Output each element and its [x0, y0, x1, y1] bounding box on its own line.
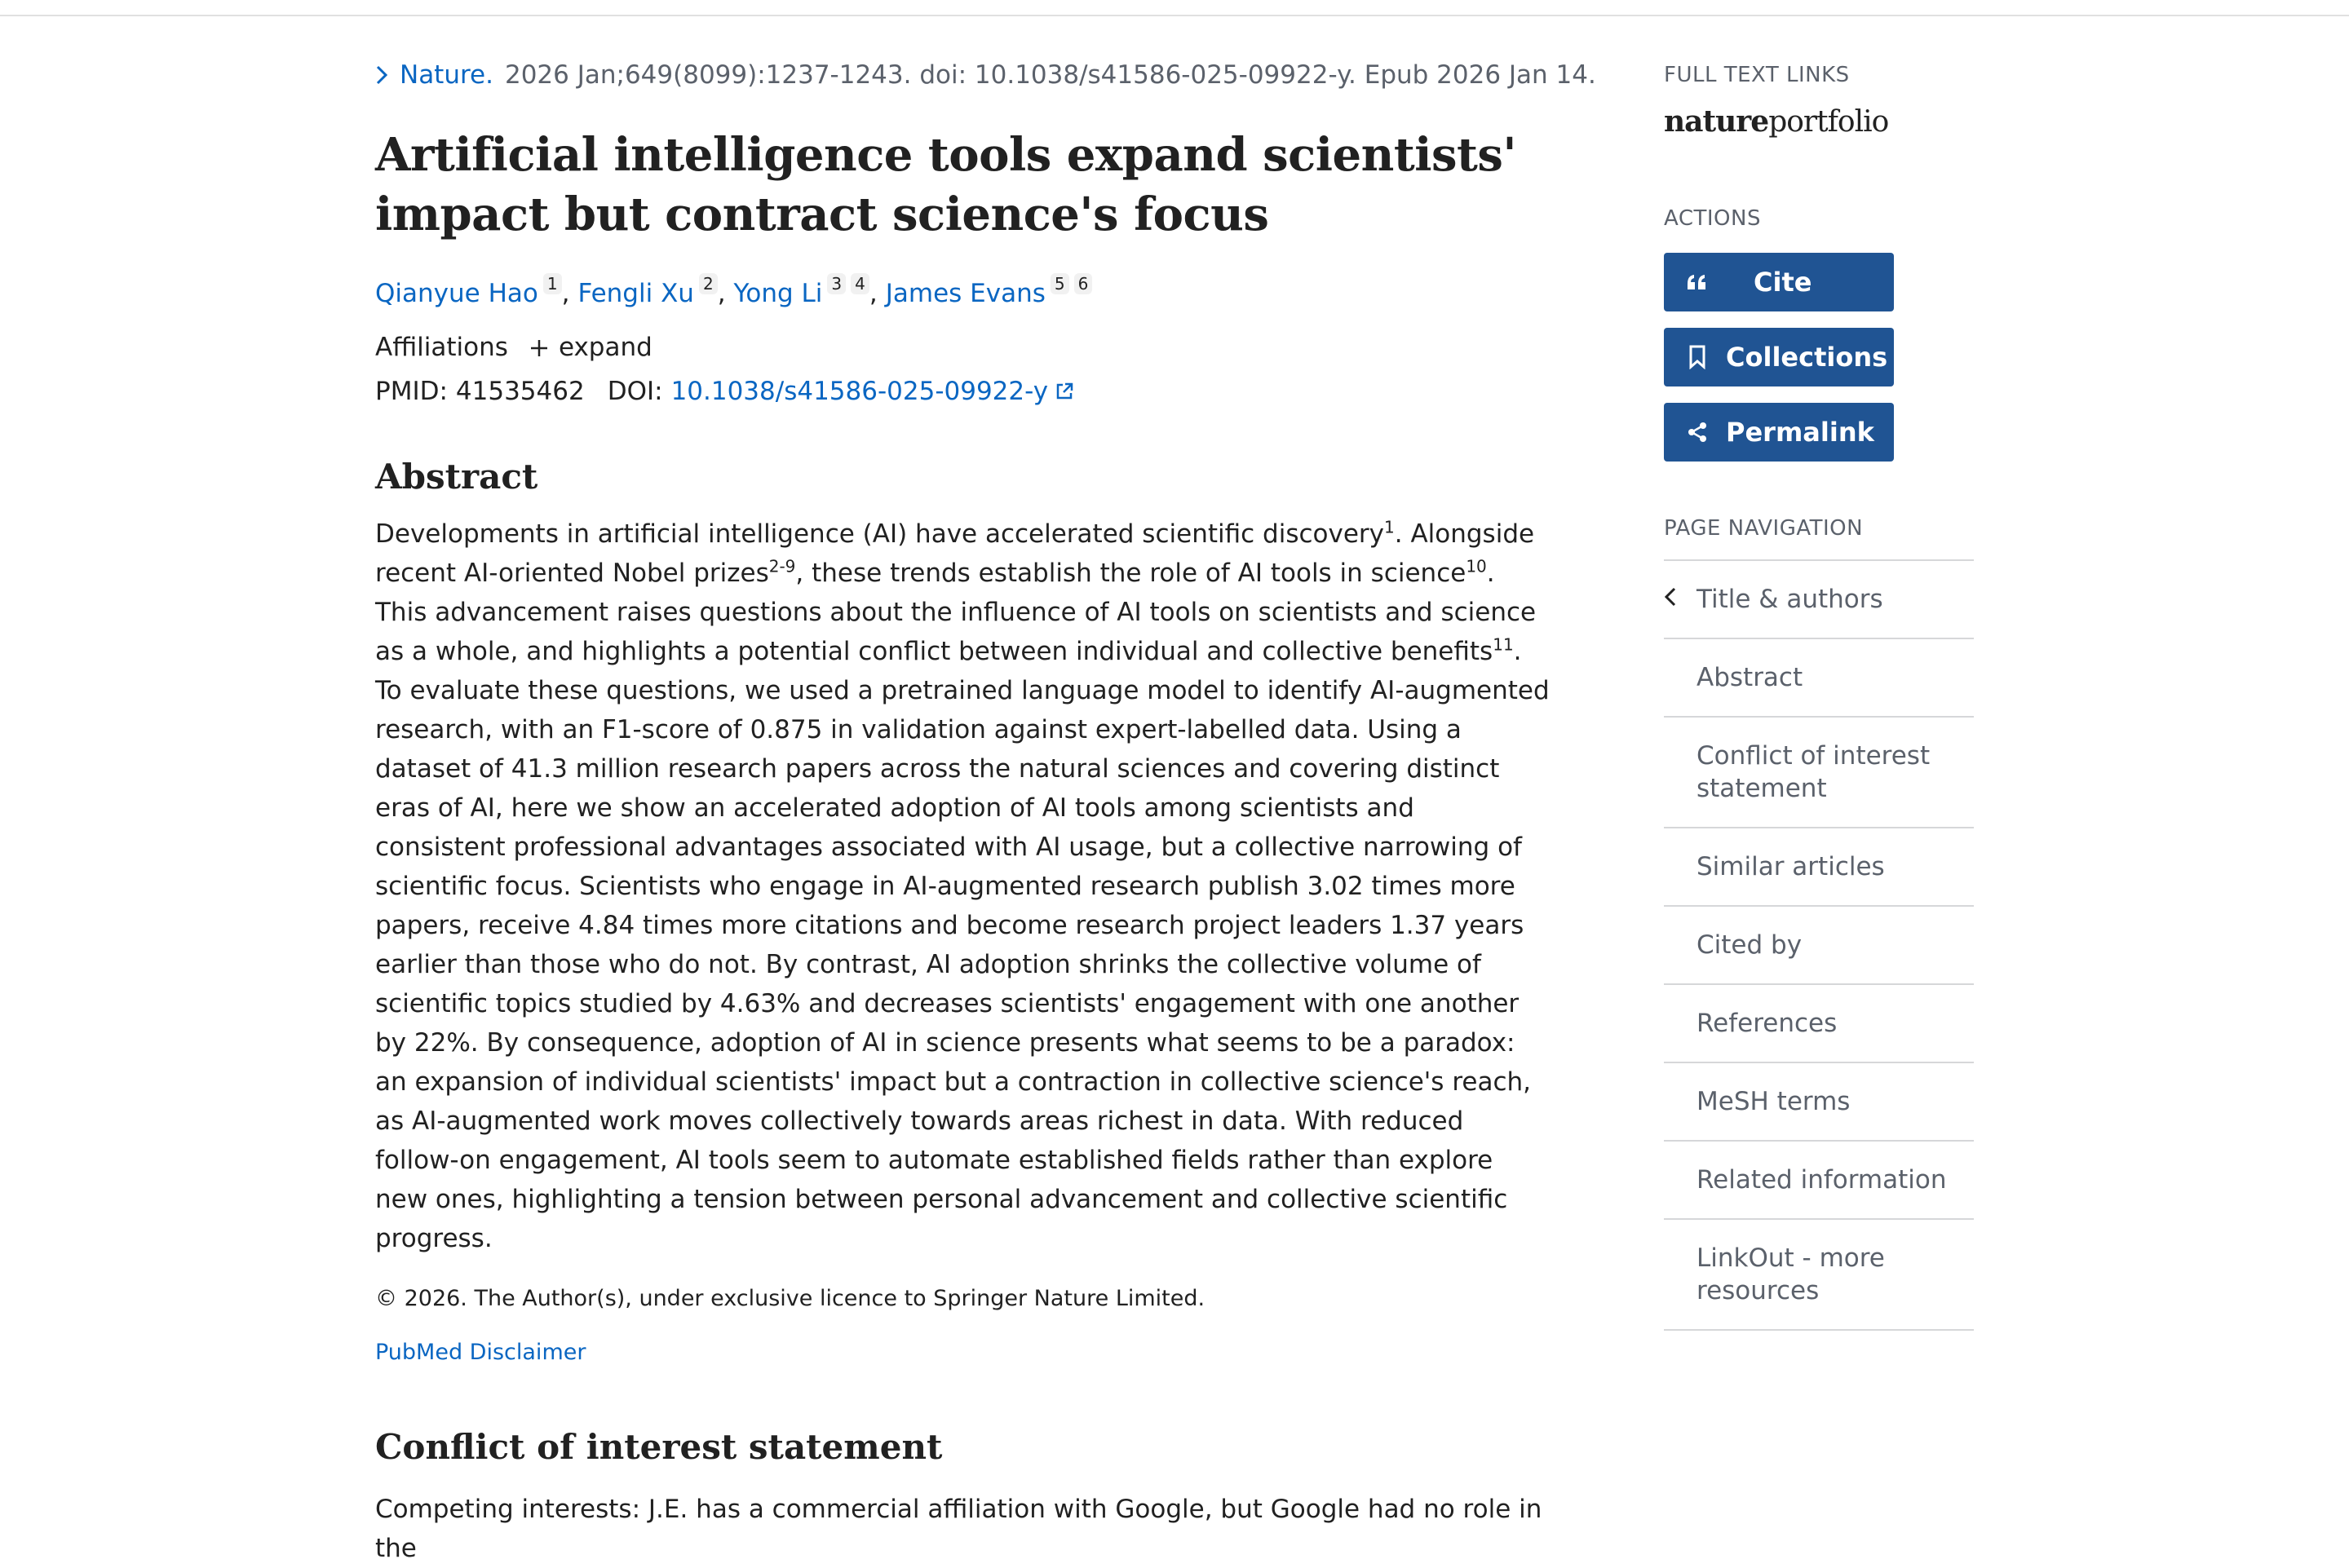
affiliation-number[interactable]: 1 [543, 273, 562, 294]
quote-icon [1685, 272, 1710, 292]
nav-item-mesh-terms[interactable] [1664, 1063, 1974, 1142]
nav-label: Title & authors [1696, 585, 1883, 614]
affiliation-number[interactable]: 5 [1051, 273, 1069, 294]
affiliation-number[interactable]: 3 [827, 273, 846, 294]
cite-label: Cite [1754, 267, 1812, 298]
chevron-right-icon[interactable] [375, 64, 388, 86]
permalink-button[interactable] [1664, 403, 1894, 462]
nav-item-conflict-of-interest[interactable] [1664, 718, 1974, 828]
coi-heading: Conflict of interest statement [375, 1427, 943, 1467]
author-link[interactable]: Qianyue Hao [375, 279, 538, 308]
article-main [375, 57, 1596, 1568]
affiliations-row [375, 329, 1550, 365]
affiliation-number[interactable]: 2 [699, 273, 718, 294]
nav-item-similar-articles[interactable] [1664, 828, 1974, 907]
author-separator: , [717, 279, 726, 308]
nav-item-cited-by[interactable] [1664, 907, 1974, 985]
nav-label: MeSH terms [1696, 1087, 1851, 1116]
author-separator: , [869, 279, 878, 308]
journal-link[interactable]: Nature. [400, 60, 493, 90]
nav-label: Abstract [1696, 663, 1803, 692]
nav-label: Similar articles [1696, 852, 1885, 881]
author-link[interactable]: James Evans [885, 279, 1046, 308]
nav-label: LinkOut - more resources [1696, 1243, 1885, 1305]
expand-label: expand [558, 333, 652, 362]
external-link-icon [1055, 382, 1074, 401]
identifiers-row [375, 373, 1550, 409]
author-link[interactable]: Fengli Xu [577, 279, 694, 308]
logo-regular-text: portfolio [1768, 104, 1889, 139]
doi-link[interactable] [671, 377, 1075, 406]
pubmed-disclaimer-link[interactable]: PubMed Disclaimer [375, 1340, 586, 1365]
affiliation-number[interactable]: 6 [1074, 273, 1093, 294]
copyright-text: © 2026. The Author(s), under exclusive licence to Springer Nature Limited. [375, 1286, 1205, 1311]
cite-button[interactable] [1664, 253, 1894, 311]
coi-text: Competing interests: J.E. has a commercial affiliation with Google, but Google had no role in the [375, 1495, 1542, 1563]
author-separator: , [561, 279, 570, 308]
expand-affiliations-button[interactable] [529, 329, 652, 365]
sidebar [1664, 57, 1974, 1331]
actions-label: ACTIONS [1664, 206, 1761, 231]
plus-icon [529, 329, 549, 365]
nature-portfolio-logo[interactable] [1664, 101, 1974, 142]
nav-item-abstract[interactable] [1664, 639, 1974, 718]
author-list [375, 276, 1550, 311]
nav-item-references[interactable] [1664, 985, 1974, 1063]
affiliations-label: Affiliations [375, 333, 508, 362]
top-border [0, 0, 2349, 16]
nav-item-title-authors[interactable] [1664, 561, 1974, 639]
page-navigation-list [1664, 559, 1974, 1331]
abstract-heading: Abstract [375, 457, 538, 497]
chevron-left-icon [1664, 583, 1677, 616]
nav-label: Conflict of interest statement [1696, 741, 1931, 803]
author-link[interactable]: Yong Li [733, 279, 823, 308]
pmid-value: 41535462 [455, 377, 585, 406]
abstract-text: Developments in artificial intelligence (AI) have accelerated scientific discovery$^1$. Alongside recent AI-oriented Nobel prizes$^{2-9}$, these trends establish the role of AI tools in science$^{10}$. This advancement raises questions about the influence of AI tools on scientists and science as a whole, and highlights a potential conflict between individual and collective benefits$^{11}$. To evaluate these questions, we used a pretrained language model to identify AI-augmented research, with an F1-score of 0.875 in validation against expert-labelled data. Using a dataset of 41.3 million research papers across the natural sciences and covering distinct eras of AI, here we show an accelerated adoption of AI tools among scientists and consistent professional advantages associated with AI usage, but a collective narrowing of scientific focus. Scientists who engage in AI-augmented research publish 3.02 times more papers, receive 4.84 times more citations and become research project leaders 1.37 years earlier than those who do not. By contrast, AI adoption shrinks the collective volume of scientific topics studied by 4.63% and decreases scientists' engagement with one another by 22%. By consequence, adoption of AI in science presents what seems to be a paradox: an expansion of individual scientists' impact but a contraction in collective science's reach, as AI-augmented work moves collectively towards areas richest in data. With reduced follow-on engagement, AI tools seem to automate established fields rather than explore new ones, highlighting a tension between personal advancement and collective scientific progress. [375, 517, 1550, 1253]
nav-label: Related information [1696, 1165, 1947, 1195]
bookmark-icon [1685, 345, 1710, 369]
collections-button[interactable] [1664, 328, 1894, 386]
citation-line [375, 57, 1596, 93]
nav-item-linkout[interactable] [1664, 1220, 1974, 1331]
page-title: Artificial intelligence tools expand scientists' impact but contract science's focus [375, 128, 1517, 241]
full-text-links-label: FULL TEXT LINKS [1664, 63, 1850, 87]
logo-bold-text: nature [1664, 104, 1769, 139]
nav-item-related-information[interactable] [1664, 1142, 1974, 1220]
doi-label: DOI: [607, 377, 663, 406]
permalink-label: Permalink [1726, 417, 1874, 448]
share-icon [1685, 421, 1710, 444]
citation-details: 2026 Jan;649(8099):1237-1243. doi: 10.1038/s41586-025-09922-y. Epub 2026 Jan 14. [504, 60, 1596, 90]
page-navigation-label: PAGE NAVIGATION [1664, 516, 1864, 541]
pmid-label: PMID: [375, 377, 448, 406]
collections-label: Collections [1726, 342, 1888, 373]
affiliation-number[interactable]: 4 [851, 273, 869, 294]
nav-label: Cited by [1696, 930, 1803, 960]
doi-value: 10.1038/s41586-025-09922-y [670, 377, 1049, 406]
nav-label: References [1696, 1009, 1838, 1038]
